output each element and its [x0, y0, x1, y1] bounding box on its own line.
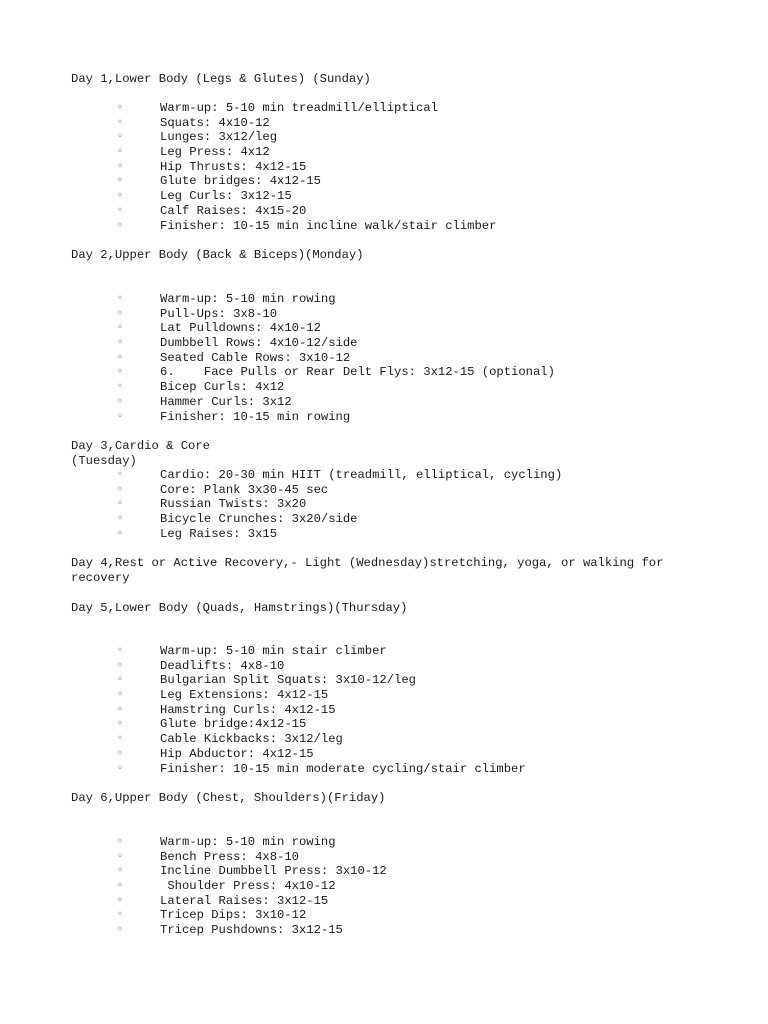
- day-1-heading: Day 1,Lower Body (Legs & Glutes) (Sunday): [71, 72, 371, 86]
- bullet-icon: ◦: [117, 880, 123, 892]
- list-item: ◦ Bulgarian Split Squats: 3x10-12/leg: [0, 673, 768, 688]
- list-item: ◦ Warm-up: 5-10 min rowing: [0, 835, 768, 850]
- list-item: ◦ Hamstring Curls: 4x12-15: [0, 703, 768, 718]
- list-item: ◦ Dumbbell Rows: 4x10-12/side: [0, 336, 768, 351]
- bullet-icon: ◦: [117, 483, 123, 495]
- list-item: ◦ Squats: 4x10-12: [0, 116, 768, 131]
- day-5-heading: Day 5,Lower Body (Quads, Hamstrings)(Thursday): [71, 601, 408, 615]
- bullet-icon: ◦: [117, 924, 123, 936]
- list-item: ◦ Finisher: 10-15 min rowing: [0, 410, 768, 425]
- bullet-icon: ◦: [117, 322, 123, 334]
- list-item: ◦ Leg Curls: 3x12-15: [0, 189, 768, 204]
- list-item: ◦ Glute bridges: 4x12-15: [0, 174, 768, 189]
- bullet-icon: ◦: [117, 116, 123, 128]
- day-6-exercise-list: [0, 835, 768, 938]
- bullet-icon: ◦: [117, 645, 123, 656]
- bullet-icon: ◦: [117, 219, 123, 231]
- bullet-icon: ◦: [117, 747, 123, 759]
- bullet-icon: ◦: [117, 160, 123, 172]
- bullet-icon: ◦: [117, 498, 123, 510]
- bullet-icon: ◦: [117, 469, 123, 480]
- list-item: ◦ Tricep Pushdowns: 3x12-15: [0, 923, 768, 938]
- list-item: ◦ Pull-Ups: 3x8-10: [0, 307, 768, 322]
- bullet-icon: ◦: [117, 146, 123, 158]
- list-item: ◦ Lateral Raises: 3x12-15: [0, 894, 768, 909]
- day-4-heading: Day 4,Rest or Active Recovery,- Light (Wednesday)stretching, yoga, or walking for recovery: [71, 556, 664, 585]
- bullet-icon: ◦: [117, 381, 123, 393]
- list-item: ◦ Incline Dumbbell Press: 3x10-12: [0, 864, 768, 879]
- list-item: ◦ Leg Raises: 3x15: [0, 527, 768, 542]
- list-item: ◦ Warm-up: 5-10 min stair climber: [0, 644, 768, 659]
- list-item: ◦ Russian Twists: 3x20: [0, 497, 768, 512]
- list-item: ◦ Lunges: 3x12/leg: [0, 130, 768, 145]
- list-item: ◦ Finisher: 10-15 min moderate cycling/stair climber: [0, 762, 768, 777]
- list-item: ◦ Calf Raises: 4x15-20: [0, 204, 768, 219]
- bullet-icon: ◦: [117, 307, 123, 319]
- bullet-icon: ◦: [117, 204, 123, 216]
- day-1-exercise-list: [0, 101, 768, 233]
- list-item: ◦ Hip Abductor: 4x12-15: [0, 747, 768, 762]
- list-item: ◦ Lat Pulldowns: 4x10-12: [0, 321, 768, 336]
- list-item: ◦ 6. Face Pulls or Rear Delt Flys: 3x12-15 (optional): [0, 365, 768, 380]
- bullet-icon: ◦: [117, 836, 123, 847]
- bullet-icon: ◦: [117, 366, 123, 378]
- list-item: ◦ Bicycle Crunches: 3x20/side: [0, 512, 768, 527]
- day-3-exercise-list: [0, 468, 768, 541]
- bullet-icon: ◦: [117, 131, 123, 143]
- list-item: ◦ Bench Press: 4x8-10: [0, 850, 768, 865]
- list-item: ◦ Warm-up: 5-10 min treadmill/elliptical: [0, 101, 768, 116]
- list-item: ◦ Shoulder Press: 4x10-12: [0, 879, 768, 894]
- bullet-icon: ◦: [117, 395, 123, 407]
- bullet-icon: ◦: [117, 762, 123, 774]
- list-item: ◦ Cable Kickbacks: 3x12/leg: [0, 732, 768, 747]
- list-item: ◦ Tricep Dips: 3x10-12: [0, 908, 768, 923]
- list-item: ◦ Deadlifts: 4x8-10: [0, 659, 768, 674]
- bullet-icon: ◦: [117, 850, 123, 862]
- list-item: ◦ Bicep Curls: 4x12: [0, 380, 768, 395]
- bullet-icon: ◦: [117, 513, 123, 525]
- bullet-icon: ◦: [117, 410, 123, 422]
- list-item: ◦ Hip Thrusts: 4x12-15: [0, 160, 768, 175]
- bullet-icon: ◦: [117, 674, 123, 686]
- bullet-icon: ◦: [117, 718, 123, 730]
- bullet-icon: ◦: [117, 703, 123, 715]
- bullet-icon: ◦: [117, 733, 123, 745]
- bullet-icon: ◦: [117, 865, 123, 877]
- bullet-icon: ◦: [117, 337, 123, 349]
- day-2-exercise-list: [0, 292, 768, 424]
- day-6-heading: Day 6,Upper Body (Chest, Shoulders)(Friday): [71, 791, 386, 805]
- bullet-icon: ◦: [117, 102, 123, 113]
- bullet-icon: ◦: [117, 175, 123, 187]
- bullet-icon: ◦: [117, 659, 123, 671]
- list-item: ◦ Cardio: 20-30 min HIIT (treadmill, elliptical, cycling): [0, 468, 768, 483]
- list-item: ◦ Glute bridge:4x12-15: [0, 717, 768, 732]
- day-3-heading: Day 3,Cardio & Core (Tuesday): [71, 439, 210, 468]
- list-item: ◦ Seated Cable Rows: 3x10-12: [0, 351, 768, 366]
- day-5-exercise-list: [0, 644, 768, 776]
- list-item: ◦ Hammer Curls: 3x12: [0, 395, 768, 410]
- bullet-icon: ◦: [117, 689, 123, 701]
- list-item: ◦ Finisher: 10-15 min incline walk/stair climber: [0, 219, 768, 234]
- list-item: ◦ Leg Extensions: 4x12-15: [0, 688, 768, 703]
- bullet-icon: ◦: [117, 351, 123, 363]
- bullet-icon: ◦: [117, 190, 123, 202]
- list-item: ◦ Core: Plank 3x30-45 sec: [0, 483, 768, 498]
- bullet-icon: ◦: [117, 527, 123, 539]
- list-item: ◦ Warm-up: 5-10 min rowing: [0, 292, 768, 307]
- bullet-icon: ◦: [117, 293, 123, 304]
- list-item: ◦ Leg Press: 4x12: [0, 145, 768, 160]
- bullet-icon: ◦: [117, 909, 123, 921]
- day-2-heading: Day 2,Upper Body (Back & Biceps)(Monday): [71, 248, 364, 262]
- bullet-icon: ◦: [117, 894, 123, 906]
